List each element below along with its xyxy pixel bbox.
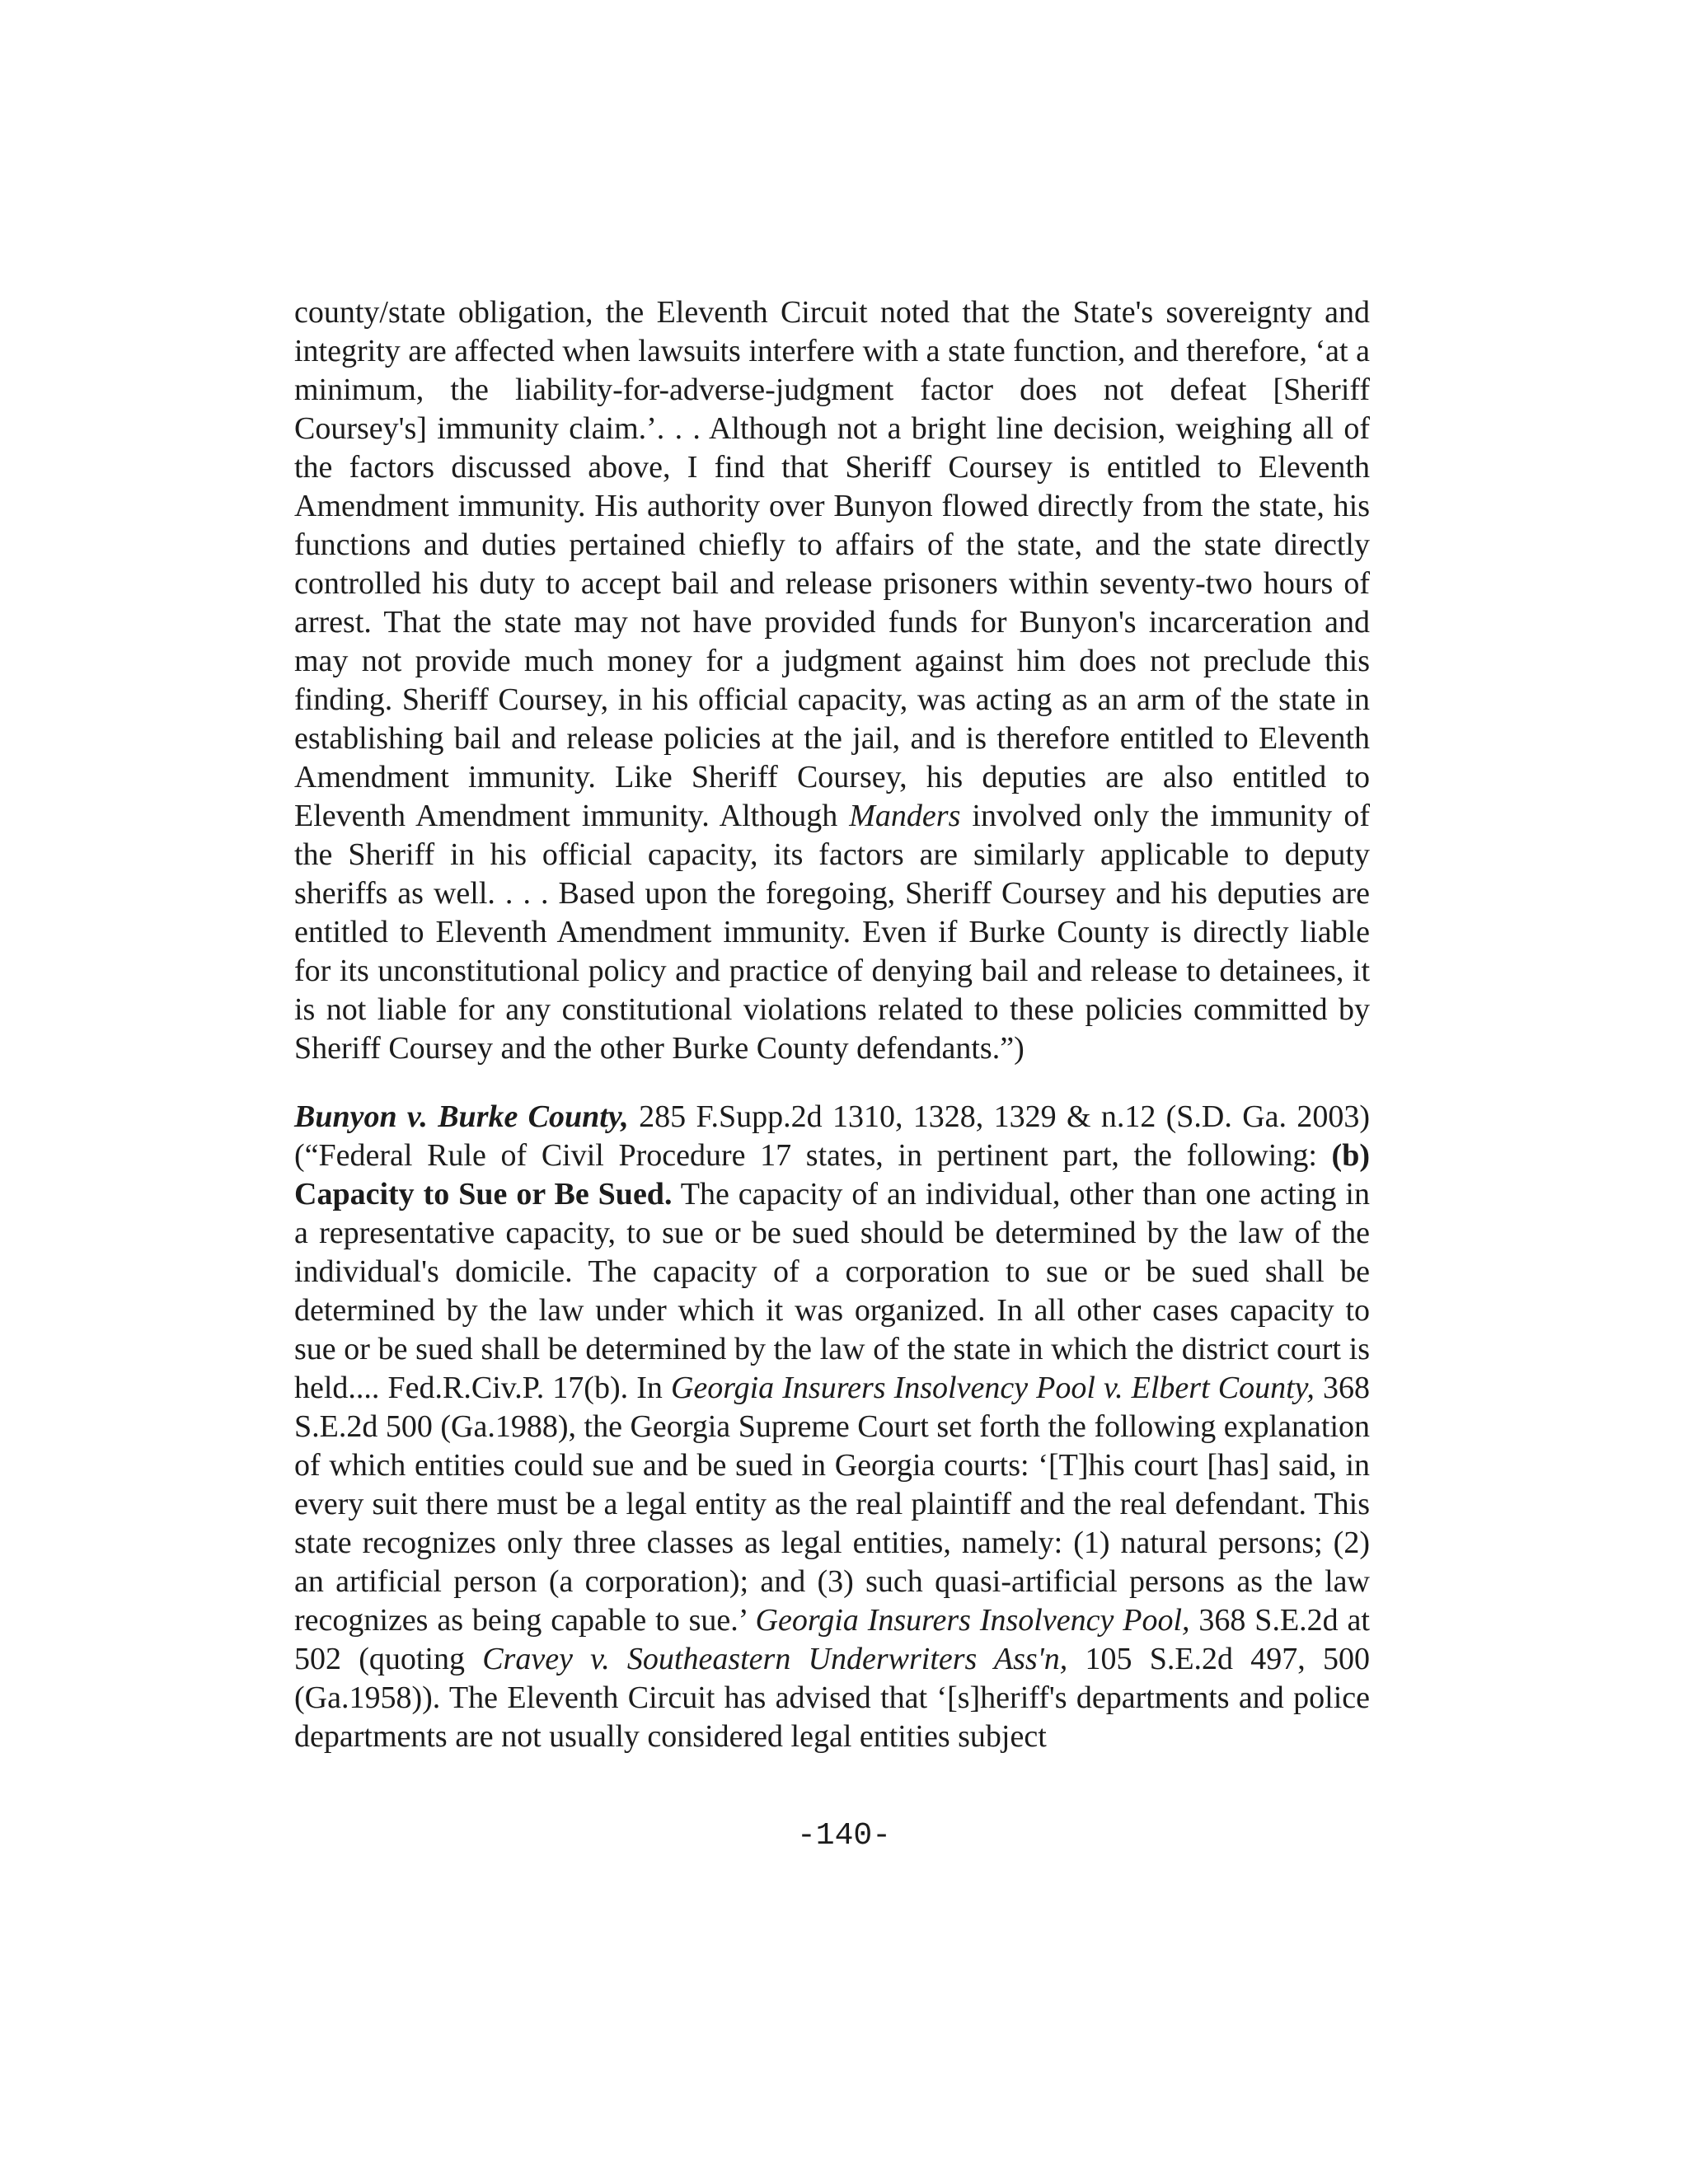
paragraph-text: 368 S.E.2d at 502 (quoting (294, 1603, 1370, 1676)
paragraph-text: county/state obligation, the Eleventh Circuit noted that the State's sovereignty and integrity are affected when lawsuits interfere with a state function, and therefore, ‘at a minimum, the liability-for-adverse-judgment factor does not defeat [Sheriff Coursey's] immunity claim.’. . . Although not a bright line decision, weighing all of the factors discussed above, I find that Sheriff Coursey is entitled to Eleventh Amendment immunity. His authority over Bunyon flowed directly from the state, his functions and duties pertained chiefly to affairs of the state, and the state directly controlled his duty to accept bail and release prisoners within seventy-two hours of arrest. That the state may not have provided funds for Bunyon's incarceration and may not provide much money for a judgment against him does not preclude this finding. Sheriff Coursey, in his official capacity, was acting as an arm of the state in establishing bail and release policies at the jail, and is therefore entitled to Eleventh Amendment immunity. Like Sheriff Coursey, his deputies are also entitled to Eleventh Amendment immunity. Although (294, 295, 1370, 833)
case-reference-cravey: Cravey v. Southeastern Underwriters Ass'n, (482, 1642, 1068, 1676)
case-reference-manders: Manders (849, 799, 961, 833)
page-number: -140- (796, 1818, 892, 1854)
paragraph-text: 105 S.E.2d 497, 500 (Ga.1958)). The Eleventh Circuit has advised that ‘[s]heriff's departments and police departments are not usually considered legal entities subject (294, 1642, 1370, 1754)
body-paragraph-citation (294, 1098, 1370, 1756)
paragraph-text: 368 S.E.2d 500 (Ga.1988), the Georgia Supreme Court set forth the following explanation of which entities could sue and be sued in Georgia courts: ‘[T]his court [has] said, in every suit there must be a legal entity as the real plaintiff and the real defendant. This state recognizes only three classes as legal entities, namely: (1) natural persons; (2) an artificial person (a corporation); and (3) such quasi-artificial persons as the law recognizes as being capable to sue.’ (294, 1371, 1370, 1638)
case-reference-georgia-elbert: Georgia Insurers Insolvency Pool v. Elbert County, (670, 1371, 1315, 1405)
body-paragraph-continuation (294, 293, 1370, 1068)
paragraph-text: involved only the immunity of the Sheriff in his official capacity, its factors are similarly applicable to deputy sheriffs as well. . . . Based upon the foregoing, Sheriff Coursey and his deputies are entitled to Eleventh Amendment immunity. Even if Burke County is directly liable for its unconstitutional policy and practice of denying bail and release to detainees, it is not liable for any constitutional violations related to these policies committed by Sheriff Coursey and the other Burke County defendants.”) (294, 799, 1370, 1066)
citation-text: 285 F.Supp.2d 1310, 1328, 1329 & n.12 (S.D. Ga. 2003) (“Federal Rule of Civil Procedure 17 states, in pertinent part, the following: (294, 1099, 1370, 1173)
case-name-bunyon: Bunyon v. Burke County, (294, 1099, 629, 1134)
case-reference-georgia-pool: Georgia Insurers Insolvency Pool, (755, 1603, 1190, 1638)
paragraph-text: The capacity of an individual, other than one acting in a representative capacity, to sue or be sued should be determined by the law of the individual's domicile. The capacity of a corporation to sue or be sued shall be determined by the law under which it was organized. In all other cases capacity to sue or be sued shall be determined by the law of the state in which the district court is held.... Fed.R.Civ.P. 17(b). In (294, 1177, 1370, 1405)
rule-heading: (b) Capacity to Sue or Be Sued. (294, 1138, 1370, 1212)
